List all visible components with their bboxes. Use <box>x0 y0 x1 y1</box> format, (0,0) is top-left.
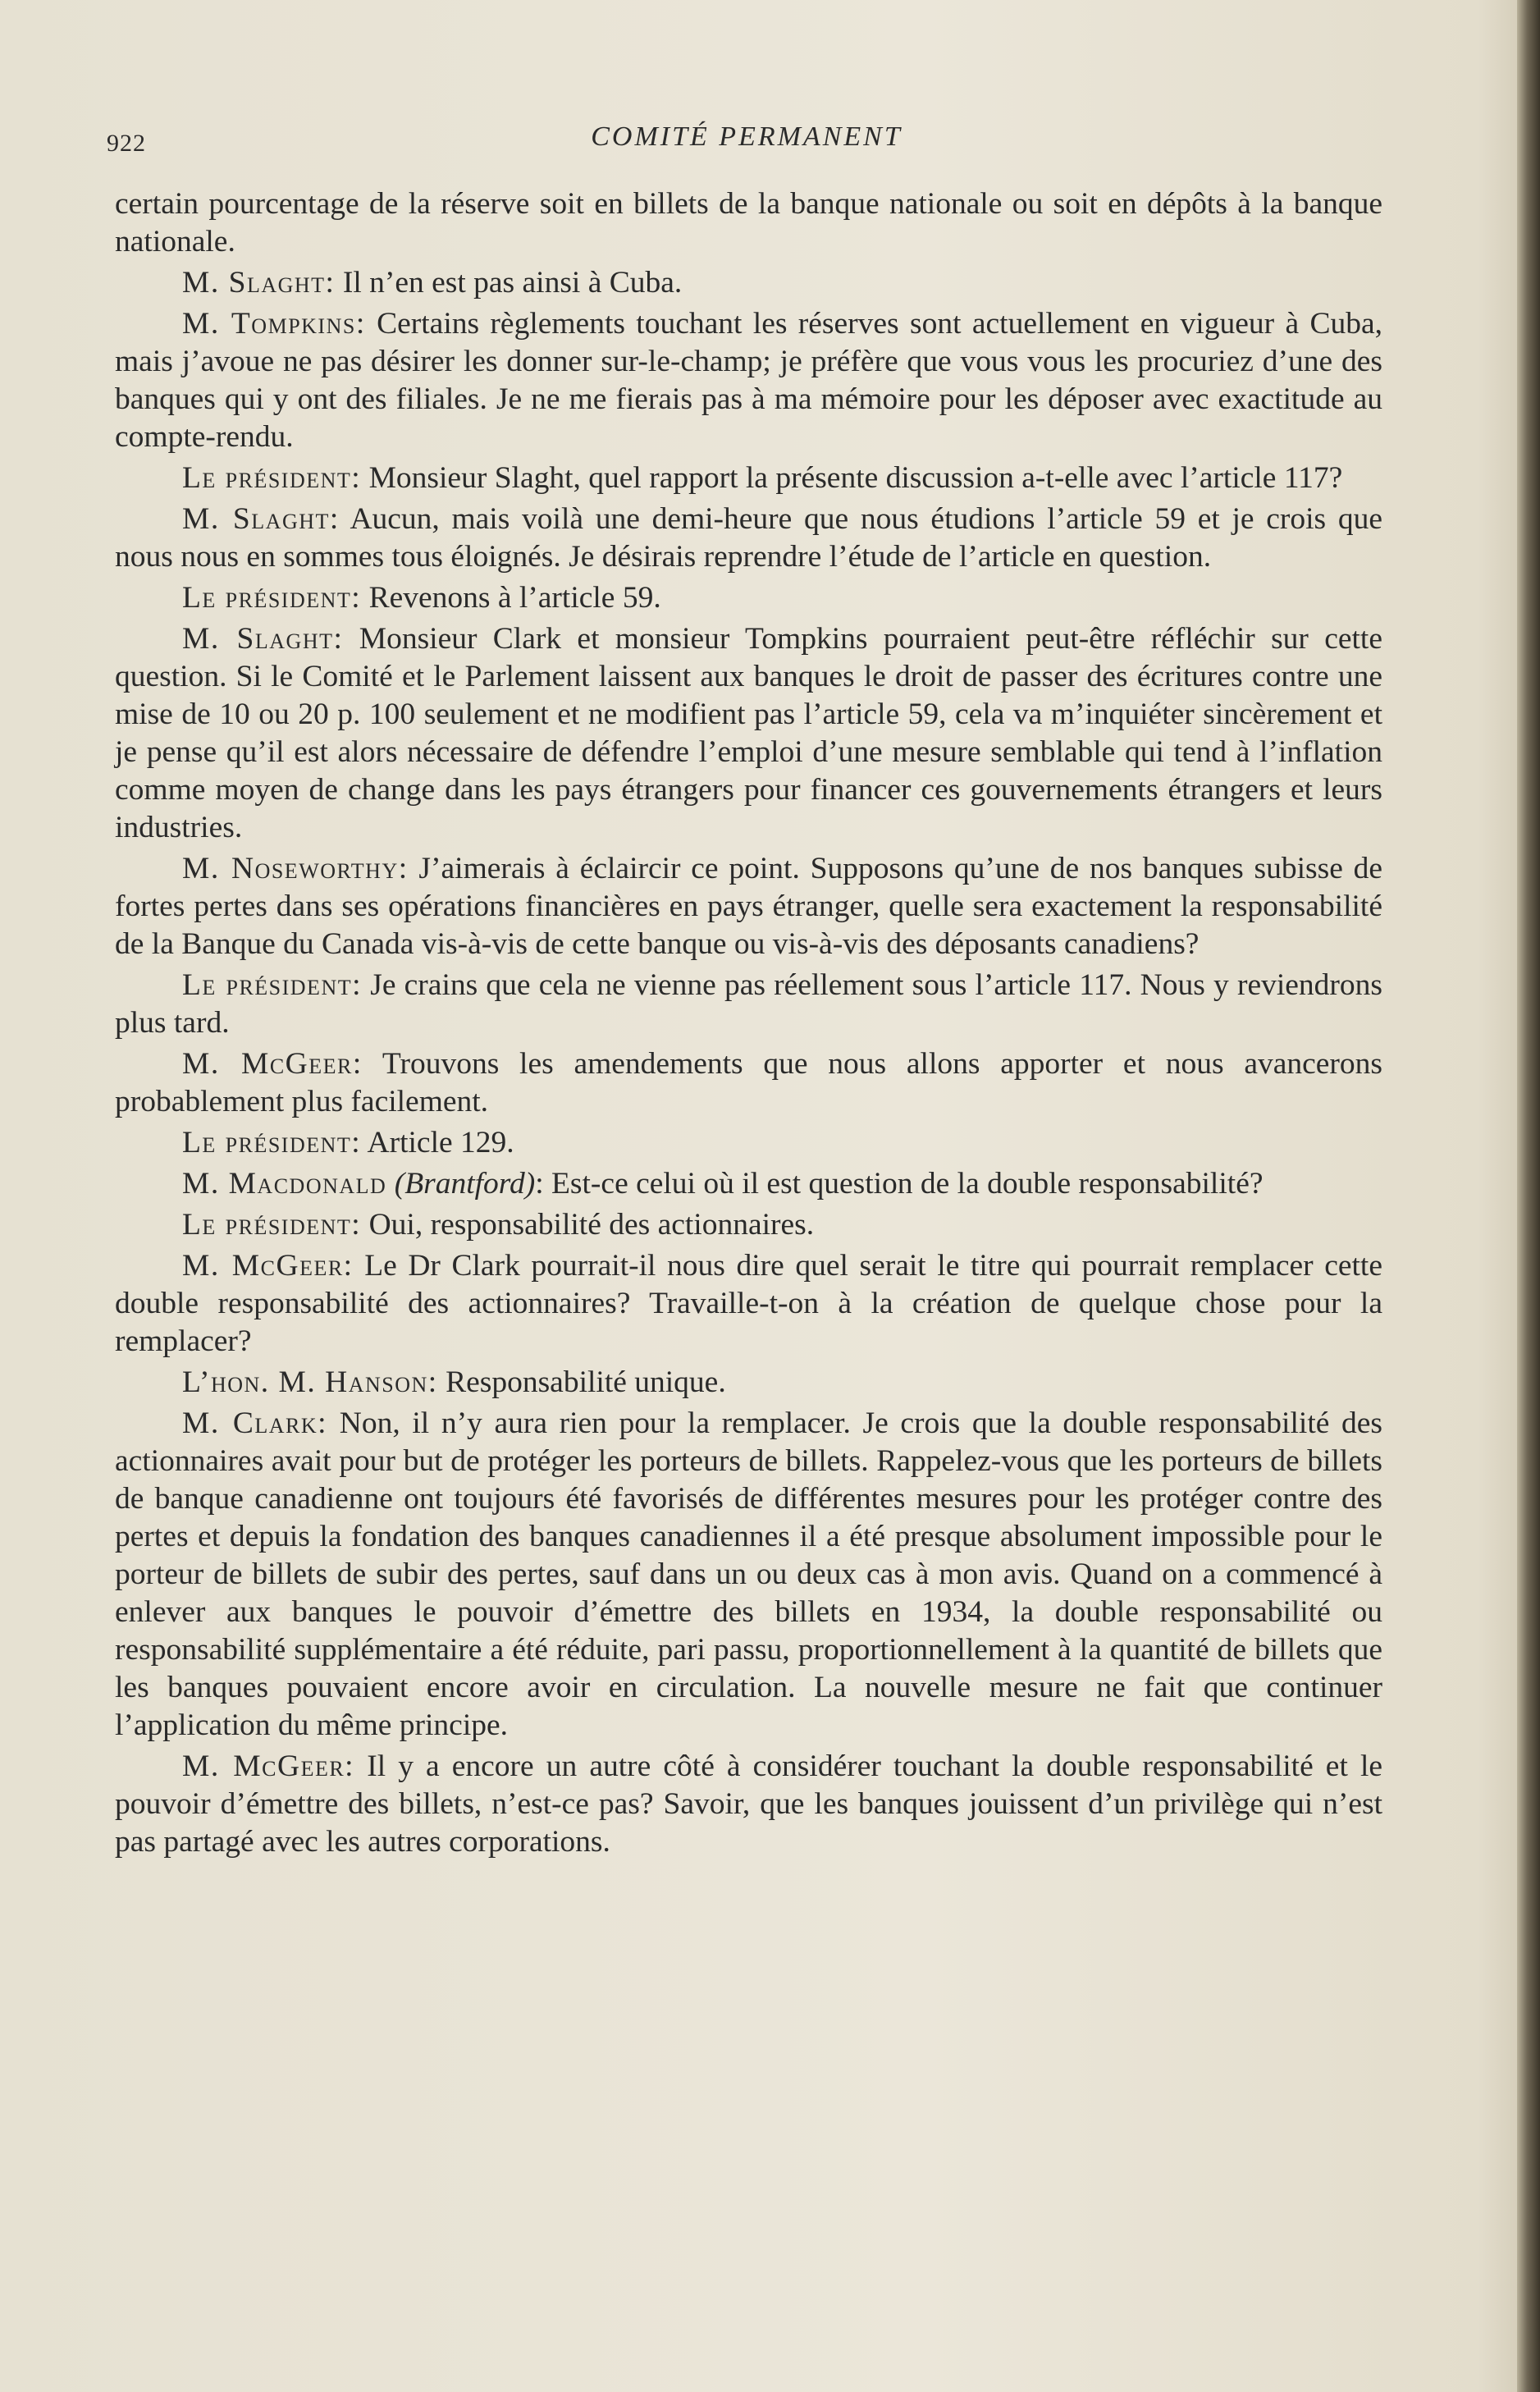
speech-text: Est-ce celui où il est question de la double responsabilité? <box>551 1167 1264 1201</box>
speaker-name: M. Clark: <box>182 1406 328 1440</box>
speaker-name: M. Tompkins: <box>182 307 366 341</box>
speech-paragraph <box>115 579 1382 617</box>
running-title: COMITÉ PERMANENT <box>591 121 903 152</box>
speaker-name: Le président: <box>182 1208 362 1242</box>
speech-text: Responsabilité unique. <box>446 1365 726 1399</box>
paragraph-text: certain pourcentage de la réserve soit en billets de la banque nationale ou soit en dépôts à la banque nationale. <box>115 187 1382 258</box>
speech-text: Oui, responsabilité des actionnaires. <box>368 1208 815 1242</box>
speech-paragraph <box>115 1124 1382 1162</box>
transcript-body <box>115 185 1382 1864</box>
speech-paragraph <box>115 1748 1382 1861</box>
speaker-name: M. Slaght: <box>182 502 340 536</box>
book-spine-shadow <box>1517 0 1540 2392</box>
speech-text: Je crains que cela ne vienne pas réellement sous l’article 117. Nous y reviendrons plus tard. <box>115 968 1383 1040</box>
speech-text: Non, il n’y aura rien pour la remplacer. Je crois que la double responsabilité des actionnaires avait pour but de protéger les porteurs de billets. Rappelez-vous que les porteurs de billets de banque canadienne ont toujours été favorisés de différentes mesures pour les protéger contre des pertes et depuis la fondation des banques canadiennes il a été presque absolument impossible pour le porteur de billets de subir des pertes, sauf dans un ou deux cas à mon avis. Quand on a commencé à enlever aux banques le pouvoir d’émettre des billets en 1934, la double responsabilité ou responsabilité supplémentaire a été réduite, pari passu, proportionnellement à la quantité de billets que les banques pouvaient encore avoir en circulation. La nouvelle mesure ne fait que continuer l’application du même principe. <box>115 1406 1383 1742</box>
speech-paragraph <box>115 501 1382 576</box>
speaker-name: M. Macdonald <box>182 1167 387 1201</box>
speech-text: Aucun, mais voilà une demi-heure que nous étudions l’article 59 et je crois que nous nous en sommes tous éloignés. Je désirais reprendre l’étude de l’article en question. <box>115 502 1382 574</box>
speech-text: Monsieur Clark et monsieur Tompkins pourraient peut-être réfléchir sur cette question. Si le Comité et le Parlement laissent aux banques le droit de passer des écritures contre une mise de 10 ou 20 p. 100 seulement et ne modifient pas l’article 59, cela va m’inquiéter sincèrement et je pense qu’il est alors nécessaire de défendre l’emploi d’une mesure semblable qui tend à l’inflation comme moyen de change dans les pays étrangers pour financer ces gouvernements étrangers et leurs industries. <box>115 622 1382 844</box>
speech-paragraph <box>115 264 1382 302</box>
page-number: 922 <box>107 130 146 157</box>
speech-paragraph <box>115 1247 1382 1361</box>
speaker-name: M. Noseworthy: <box>182 852 409 885</box>
speech-paragraph <box>115 1045 1382 1121</box>
speaker-name: M. Slaght: <box>182 622 344 656</box>
speech-text: Revenons à l’article 59. <box>368 581 661 615</box>
speaker-name: M. Slaght: <box>182 266 336 300</box>
speaker-riding: (Brantford) <box>394 1167 536 1201</box>
speaker-name: M. McGeer: <box>182 1749 355 1783</box>
speech-text: Le Dr Clark pourrait-il nous dire quel serait le titre qui pourrait remplacer cette double responsabilité des actionnaires? Travaille-t-on à la création de quelque chose pour la remplacer? <box>115 1249 1382 1358</box>
speech-paragraph <box>115 967 1382 1042</box>
speaker-colon: : <box>535 1167 544 1201</box>
speaker-name: Le président: <box>182 581 362 615</box>
speaker-name: Le président: <box>182 1126 362 1159</box>
speech-paragraph <box>115 305 1382 456</box>
speech-text: Article 129. <box>367 1126 514 1159</box>
speech-paragraph <box>115 1405 1382 1745</box>
speech-paragraph <box>115 620 1382 847</box>
speaker-name: M. McGeer: <box>182 1047 363 1081</box>
speaker-name: Le président: <box>182 461 362 495</box>
speech-paragraph <box>115 1165 1382 1203</box>
speaker-name: M. McGeer: <box>182 1249 354 1283</box>
speech-text: Certains règlements touchant les réserves sont actuellement en vigueur à Cuba, mais j’avoue ne pas désirer les donner sur-le-champ; je préfère que vous vous les procuriez d’une des banques qui y ont des filiales. Je ne me fierais pas à ma mémoire pour les déposer avec exactitude au compte-rendu. <box>115 307 1382 454</box>
speech-paragraph <box>115 850 1382 963</box>
speech-paragraph <box>115 1364 1382 1402</box>
speech-text: Il y a encore un autre côté à considérer touchant la double responsabilité et le pouvoir d’émettre des billets, n’est-ce pas? Savoir, que les banques jouissent d’un privilège qui n’est pas partagé avec les autres corporations. <box>115 1749 1383 1859</box>
speech-text: Il n’en est pas ainsi à Cuba. <box>342 266 683 300</box>
speech-text: J’aimerais à éclaircir ce point. Supposons qu’une de nos banques subisse de fortes pertes dans ses opérations financières en pays étranger, quelle sera exactement la responsabilité de la Banque du Canada vis-à-vis de cette banque ou vis-à-vis des déposants canadiens? <box>115 852 1382 961</box>
speaker-name: Le président: <box>182 968 363 1002</box>
speech-text: Trouvons les amendements que nous allons apporter et nous avancerons probablement plus facilement. <box>115 1047 1383 1118</box>
speech-paragraph <box>115 460 1382 497</box>
speaker-name: L’hon. M. Hanson: <box>182 1365 438 1399</box>
page-header <box>107 121 1387 171</box>
speech-paragraph <box>115 1206 1382 1244</box>
paragraph-continuation <box>115 185 1382 261</box>
speech-text: Monsieur Slaght, quel rapport la présente discussion a-t-elle avec l’article 117? <box>368 461 1343 495</box>
